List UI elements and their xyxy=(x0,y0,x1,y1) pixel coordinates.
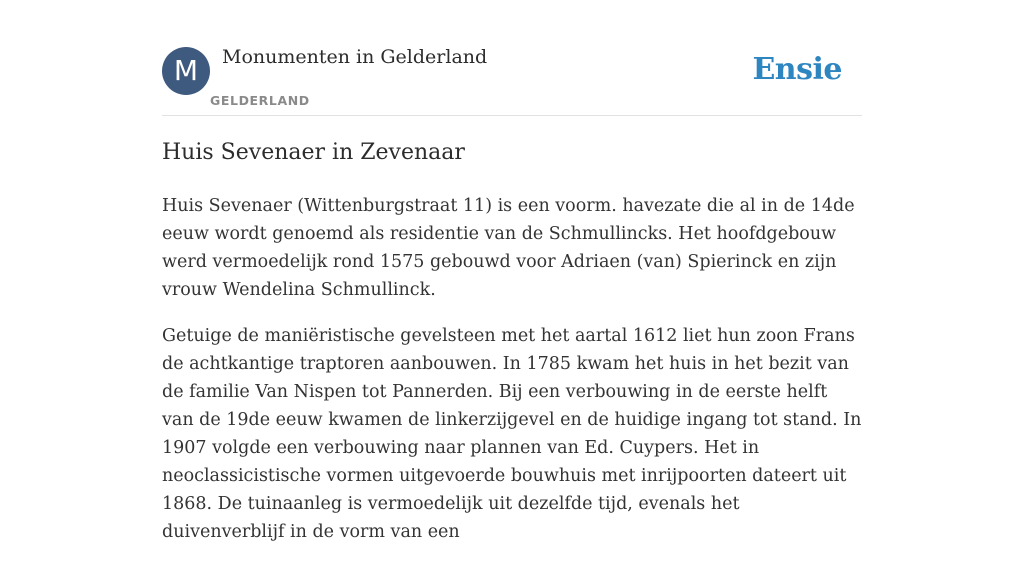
avatar[interactable]: M xyxy=(162,47,210,95)
article-paragraph: Huis Sevenaer (Wittenburgstraat 11) is een voorm. havezate die al in de 14de eeuw wordt genoemd als residentie van de Schmullincks. Het hoofdgebouw werd vermoedelijk rond 1575 gebouwd voor Adriaen (van) Spierinck en zijn vrouw Wendelina Schmullinck. xyxy=(162,196,855,300)
article-title: Huis Sevenaer in Zevenaar xyxy=(162,140,465,165)
ensie-logo[interactable]: Ensie xyxy=(752,52,842,87)
category-label[interactable]: GELDERLAND xyxy=(210,93,310,108)
article-paragraph: Getuige de maniëristische gevelsteen met het aartal 1612 liet hun zoon Frans de achtkantige traptoren aanbouwen. In 1785 kwam het huis in het bezit van de familie Van Nispen tot Pannerden. Bij een verbouwing in de eerste helft van de 19de eeuw kwamen de linkerzijgevel en de huidige ingang tot stand. In 1907 volgde een verbouwing naar plannen van Ed. Cuypers. Het in neoclassicistische vormen uitgevoerde bouwhuis met inrijpoorten dateert uit 1868. De tuinaanleg is vermoedelijk uit dezelfde tijd, evenals het duivenverblijf in de vorm van een xyxy=(162,326,862,542)
collection-title-link[interactable]: Monumenten in Gelderland xyxy=(222,46,488,68)
header xyxy=(162,0,862,116)
article-body xyxy=(162,192,862,564)
page-container xyxy=(162,0,862,542)
